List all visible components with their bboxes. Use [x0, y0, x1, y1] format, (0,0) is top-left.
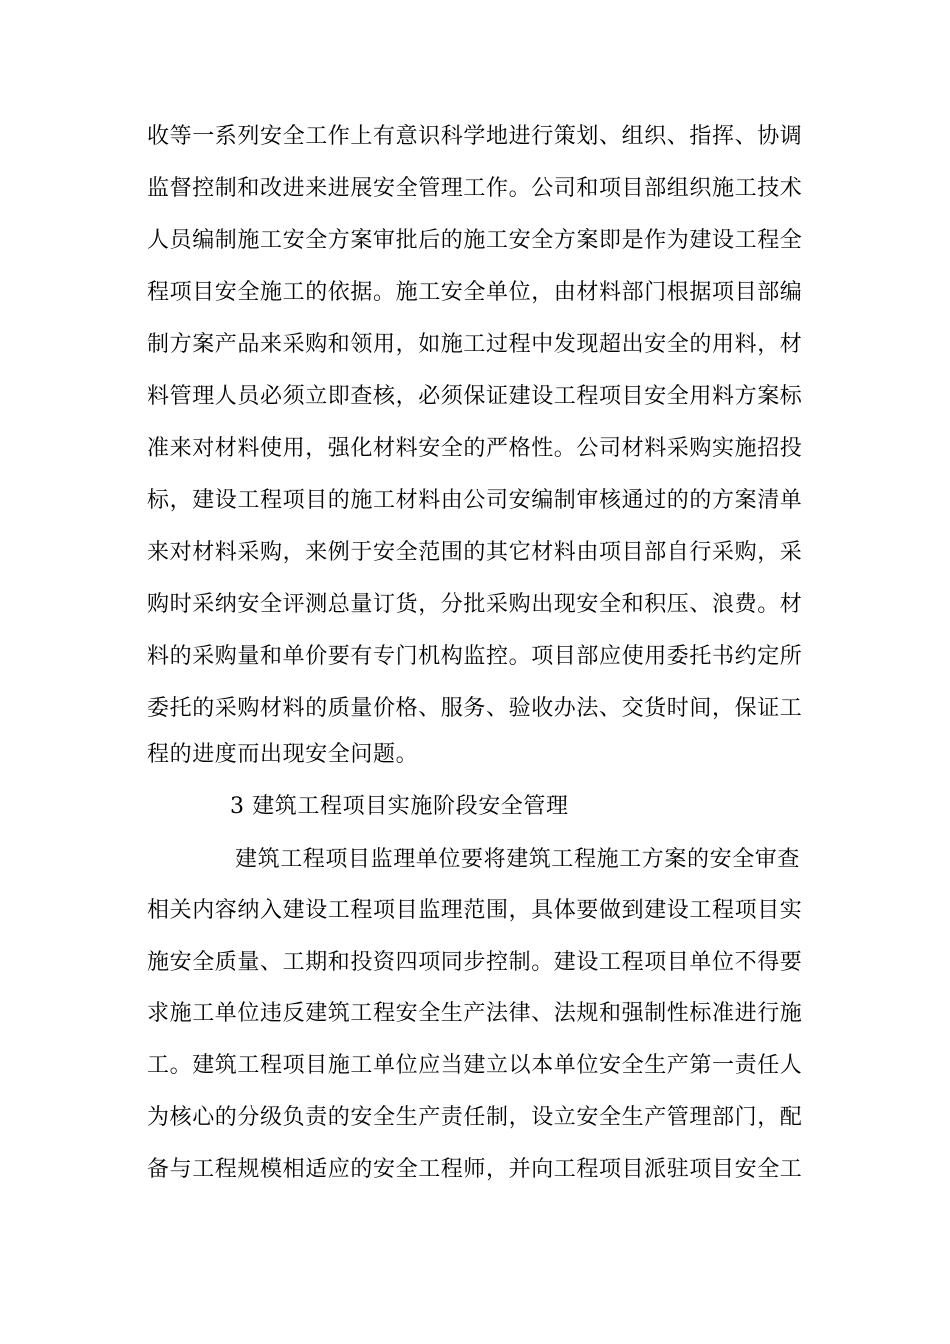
body-text-line: 准来对材料使用，强化材料安全的严格性。公司材料采购实施招投	[147, 436, 803, 461]
body-text-line: 建筑工程项目监理单位要将建筑工程施工方案的安全审查	[235, 847, 801, 872]
body-text-line: 来对材料采购，来例于安全范围的其它材料由项目部自行采购，采	[147, 540, 803, 565]
body-text-line: 购时采纳安全评测总量订货，分批采购出现安全和积压、浪费。材	[147, 592, 803, 617]
body-text-line: 为核心的分级负责的安全生产责任制，设立安全生产管理部门，配	[147, 1105, 803, 1130]
body-text-line: 标，建设工程项目的施工材料由公司安编制审核通过的的方案清单	[147, 488, 803, 513]
body-text-line: 求施工单位违反建筑工程安全生产法律、法规和强制性标准进行施	[147, 1001, 803, 1026]
body-text-line: 人员编制施工安全方案审批后的施工安全方案即是作为建设工程全	[147, 228, 803, 253]
body-text-line: 施安全质量、工期和投资四项同步控制。建设工程项目单位不得要	[147, 950, 803, 975]
body-text-line: 备与工程规模相适应的安全工程师，并向工程项目派驻项目安全工	[147, 1157, 803, 1182]
body-text-line: 监督控制和改进来进展安全管理工作。公司和项目部组织施工技术	[147, 176, 803, 201]
body-text-line: 程项目安全施工的依据。施工安全单位，由材料部门根据项目部编	[147, 280, 803, 305]
body-text-line: 料管理人员必须立即查核，必须保证建设工程项目安全用料方案标	[147, 384, 803, 409]
body-text-line: 工。建筑工程项目施工单位应当建立以本单位安全生产第一责任人	[147, 1053, 803, 1078]
body-text-line: 制方案产品来采购和领用，如施工过程中发现超出安全的用料，材	[147, 332, 803, 357]
body-text-line: 程的进度而出现安全问题。	[147, 742, 419, 767]
body-text-line: 委托的采购材料的质量价格、服务、验收办法、交货时间，保证工	[147, 696, 803, 721]
section-heading: 3 建筑工程项目实施阶段安全管理	[230, 794, 569, 819]
body-text-line: 料的采购量和单价要有专门机构监控。项目部应使用委托书约定所	[147, 644, 803, 669]
body-text-line: 收等一系列安全工作上有意识科学地进行策划、组织、指挥、协调	[147, 124, 803, 149]
body-text-line: 相关内容纳入建设工程项目监理范围，具体要做到建设工程项目实	[147, 898, 803, 923]
